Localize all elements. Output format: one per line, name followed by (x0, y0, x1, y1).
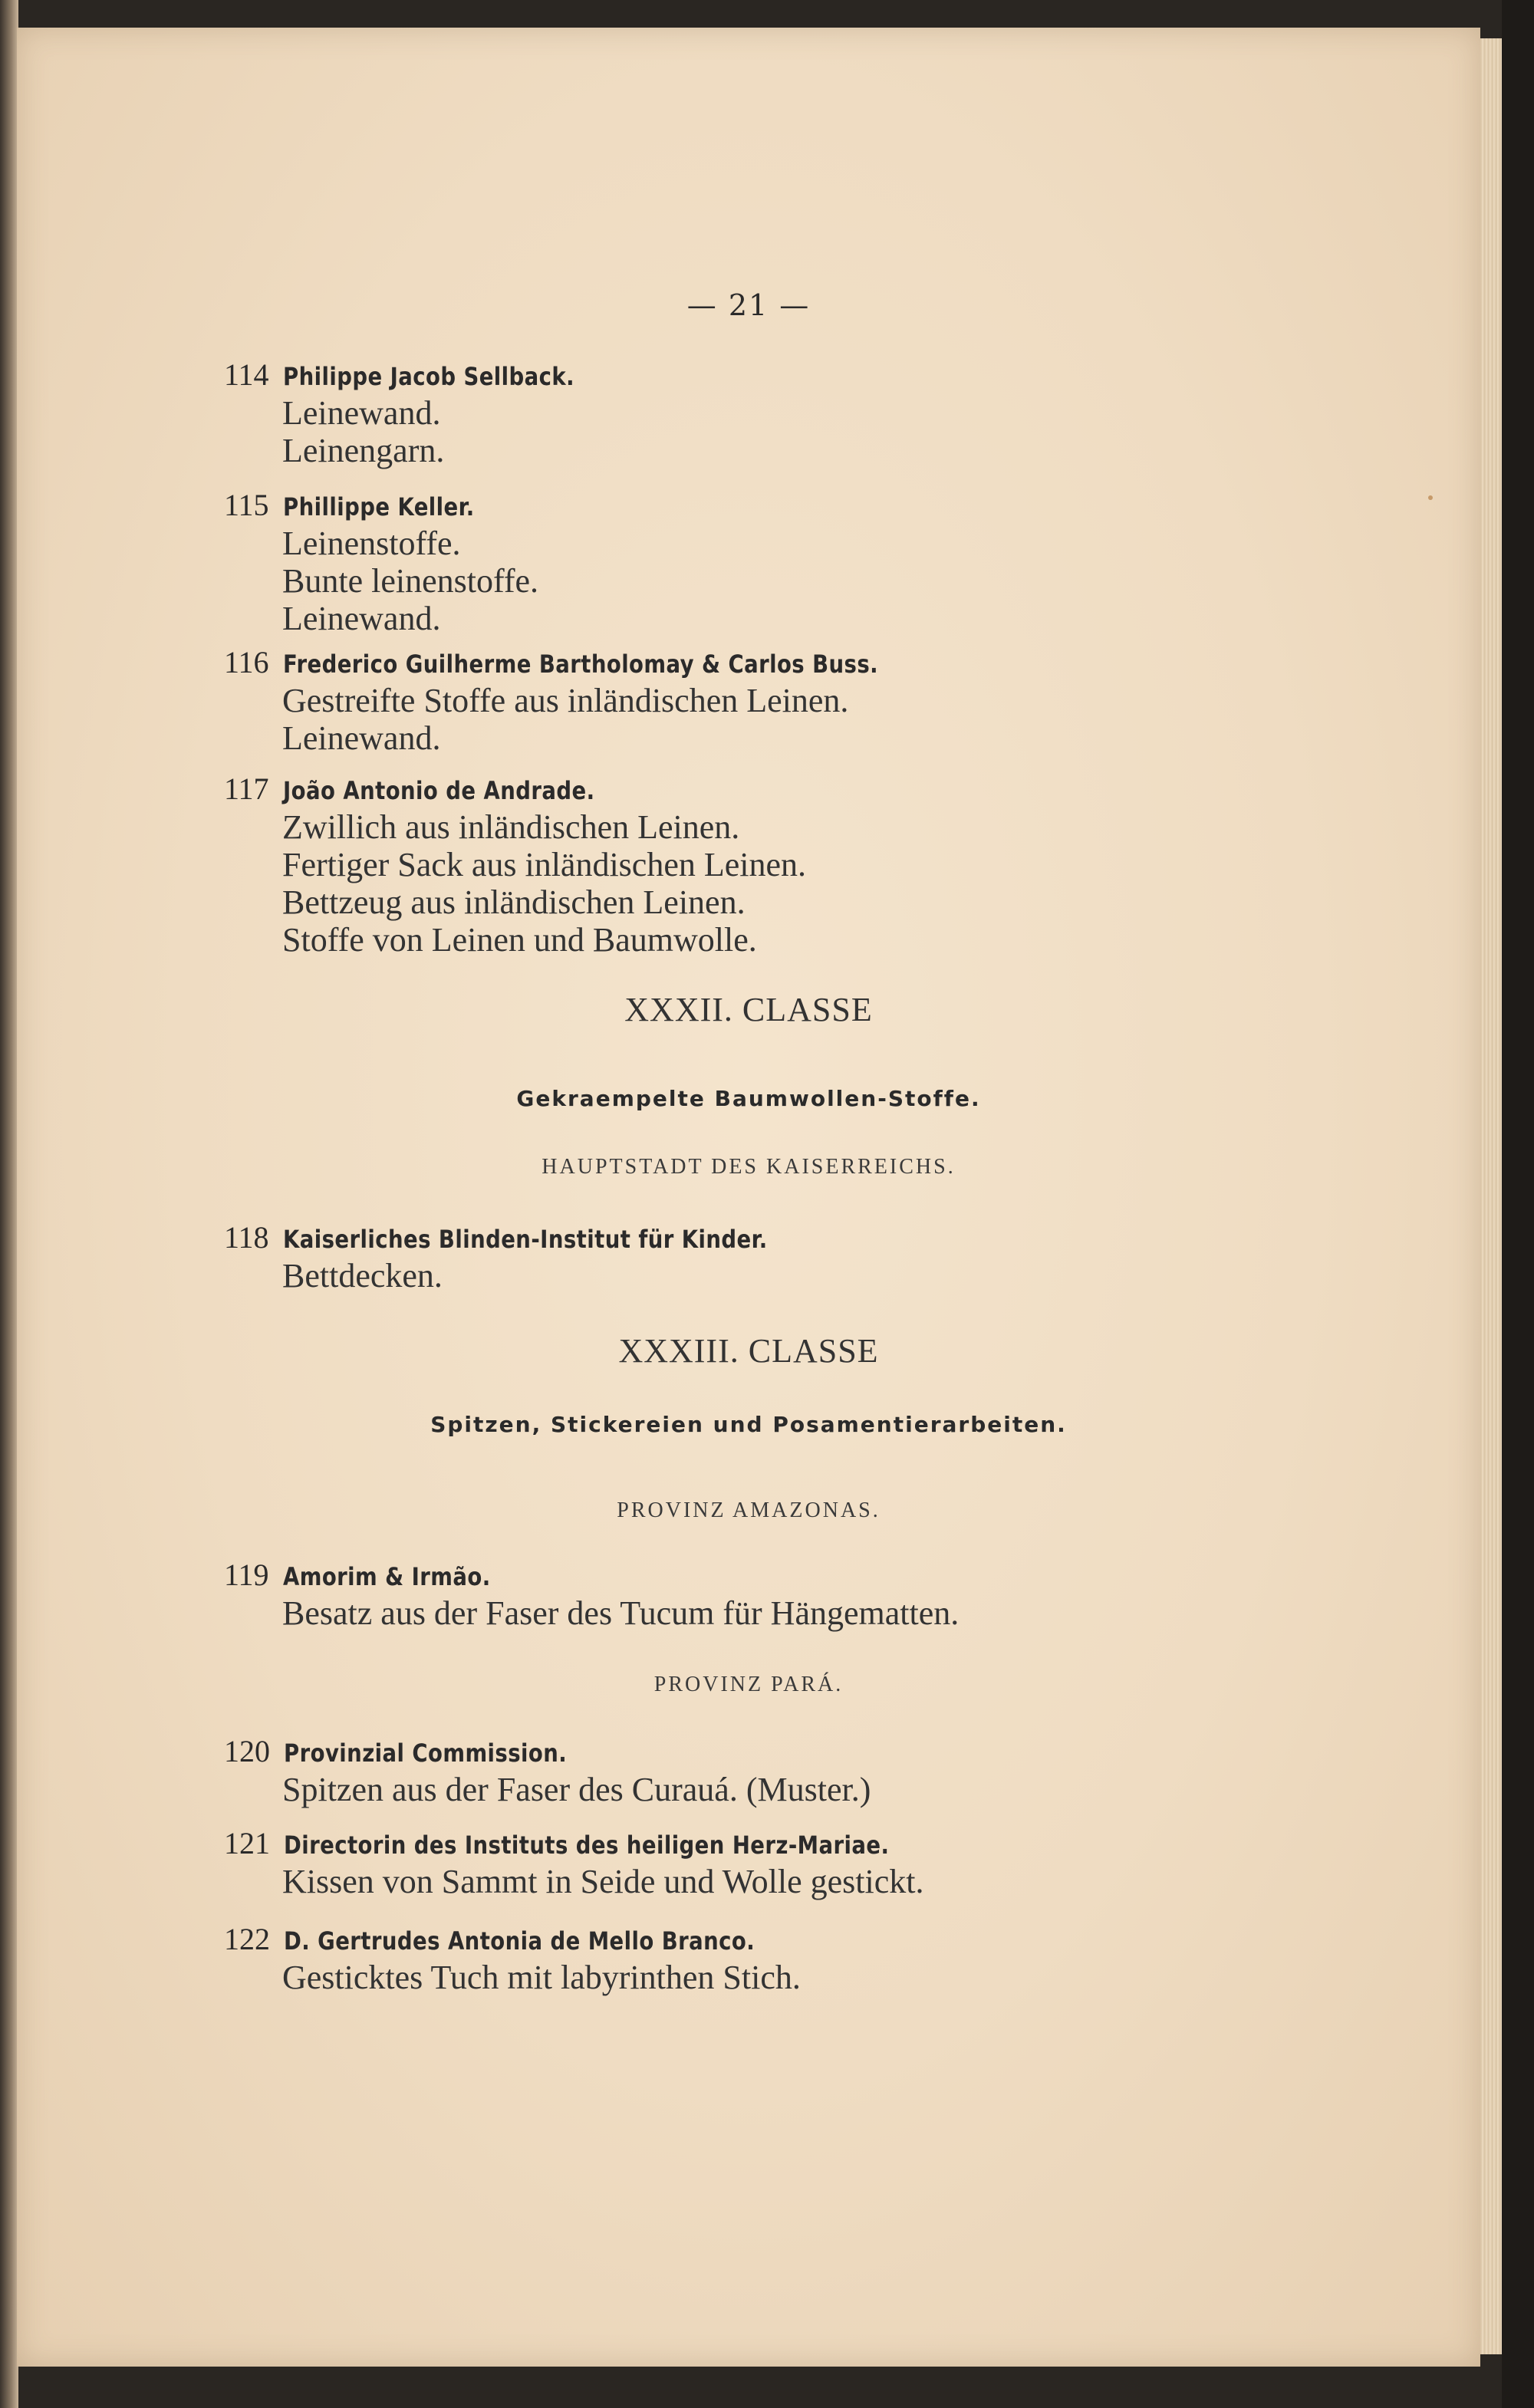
catalog-entry-119 (224, 1558, 1221, 1632)
book-page (17, 28, 1480, 2367)
ink-speck (1428, 495, 1433, 500)
entry-item: Gestreifte Stoffe aus inländischen Leinen. (282, 682, 849, 719)
class-subtitle-33: Spitzen, Stickereien und Posamentierarbeiten. (430, 1412, 1067, 1437)
catalog-entry-122 (224, 1922, 1221, 1996)
entry-head (224, 771, 1221, 808)
region-heading: PROVINZ PARÁ. (653, 1673, 844, 1696)
entry-number: 120 (224, 1734, 270, 1768)
exhibitor-name: Provinzial Commission. (284, 1739, 568, 1768)
class-subtitle-32: Gekraempelte Baumwollen-Stoffe. (516, 1086, 981, 1111)
entry-number: 117 (224, 771, 269, 806)
entry-item: Leinewand. (282, 600, 441, 637)
entry-head (224, 357, 1221, 394)
region-heading: HAUPTSTADT DES KAISERREICHS. (542, 1155, 956, 1179)
entry-item: Bettzeug aus inländischen Leinen. (282, 883, 746, 921)
catalog-entry-115 (224, 488, 1221, 637)
entry-item: Bettdecken. (282, 1257, 443, 1294)
entry-item: Bunte leinenstoffe. (282, 562, 538, 600)
catalog-entry-114 (224, 357, 1221, 469)
entry-item: Leinenstoffe. (282, 525, 461, 562)
catalog-entry-118 (224, 1220, 1221, 1294)
exhibitor-name: Philippe Jacob Sellback. (282, 362, 574, 391)
entry-number: 122 (224, 1922, 270, 1956)
entry-item: Leinengarn. (282, 432, 445, 469)
page-number: — 21 — (686, 288, 811, 322)
entry-item: Kissen von Sammt in Seide und Wolle gestickt. (282, 1863, 924, 1900)
catalog-entry-116 (224, 645, 1221, 757)
catalog-entry-117 (224, 771, 1221, 959)
exhibitor-name: Directorin des Instituts des heiligen Herz-Mariae. (284, 1831, 890, 1860)
entry-item: Fertiger Sack aus inländischen Leinen. (282, 846, 807, 883)
entry-number: 119 (224, 1558, 269, 1592)
page-stack-edge (1479, 38, 1502, 2354)
exhibitor-name: Amorim & Irmão. (282, 1562, 491, 1591)
entry-item: Stoffe von Leinen und Baumwolle. (282, 921, 757, 959)
entry-head (224, 1826, 1221, 1863)
exhibitor-name: Kaiserliches Blinden-Institut für Kinder. (282, 1225, 768, 1254)
class-heading-33: XXXIII. CLASSE (618, 1332, 879, 1370)
entry-item: Gesticktes Tuch mit labyrinthen Stich. (282, 1959, 801, 1996)
exhibitor-name: Frederico Guilherme Bartholomay & Carlos Buss. (282, 650, 878, 679)
entry-head (224, 1220, 1221, 1257)
entry-number: 121 (224, 1826, 270, 1860)
exhibitor-name: Phillippe Keller. (282, 492, 475, 521)
exhibitor-name: D. Gertrudes Antonia de Mello Branco. (284, 1926, 755, 1956)
entry-head (224, 1558, 1221, 1594)
entry-head (224, 488, 1221, 525)
entry-number: 115 (224, 488, 269, 522)
entry-item: Spitzen aus der Faser des Curauá. (Muster.) (282, 1771, 871, 1808)
background-right (1502, 0, 1534, 2408)
entry-head (224, 1734, 1221, 1771)
entry-item: Leinewand. (282, 394, 441, 432)
entry-number: 116 (224, 645, 269, 679)
exhibitor-name: João Antonio de Andrade. (282, 776, 595, 805)
entry-number: 114 (224, 357, 269, 392)
entry-item: Leinewand. (282, 719, 441, 757)
entry-head (224, 1922, 1221, 1959)
catalog-entry-121 (224, 1826, 1221, 1900)
book-gutter-left (0, 0, 18, 2408)
entry-head (224, 645, 1221, 682)
catalog-entry-120 (224, 1734, 1221, 1808)
entry-number: 118 (224, 1220, 269, 1255)
entry-item: Besatz aus der Faser des Tucum für Hängematten. (282, 1594, 960, 1632)
entry-item: Zwillich aus inländischen Leinen. (282, 808, 740, 846)
region-heading: PROVINZ AMAZONAS. (617, 1498, 881, 1522)
class-heading-32: XXXII. CLASSE (624, 991, 873, 1028)
